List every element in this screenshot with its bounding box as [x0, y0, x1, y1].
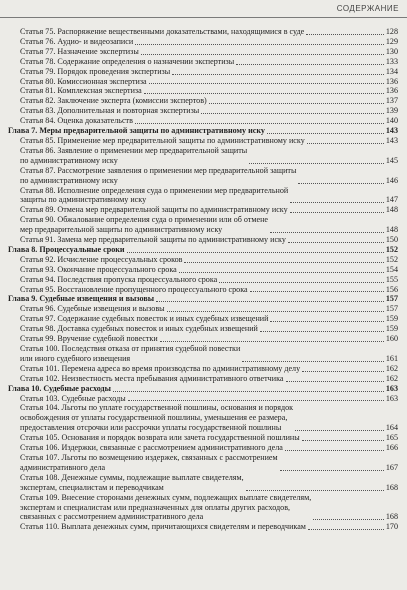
toc-article [8, 136, 398, 146]
dot-leader [249, 162, 384, 164]
toc-article [8, 364, 398, 374]
dot-leader [286, 380, 384, 382]
page-number: 159 [385, 324, 398, 334]
dot-leader [302, 370, 384, 372]
dot-leader [201, 112, 384, 114]
page-number: 150 [385, 235, 398, 245]
page-number: 143 [385, 135, 398, 145]
dot-leader [156, 300, 384, 302]
entry-title: Статья 110. Выплата денежных сумм, причитающихся свидетелям и переводчикам [20, 522, 306, 532]
entry-title: Глава 7. Меры предварительной защиты по административному иску [8, 126, 265, 136]
entry-title: Статья 107. Льготы по возмещению издержек, связанных с рассмотрением административного дела [20, 452, 278, 472]
dot-leader [313, 518, 384, 520]
toc-article [8, 166, 398, 186]
toc-article [8, 67, 398, 77]
dot-leader [290, 211, 384, 213]
entry-title: Статья 95. Восстановление пропущенного процессуального срока [20, 284, 248, 294]
dot-leader [128, 399, 384, 401]
entry-title: Статья 103. Судебные расходы [20, 393, 126, 403]
dot-leader [270, 231, 384, 233]
toc-article [8, 275, 398, 285]
page-number: 128 [385, 27, 398, 36]
toc-article [8, 403, 398, 433]
page-number: 168 [385, 512, 398, 522]
dot-leader [302, 439, 384, 441]
header-rule [0, 17, 407, 18]
entry-title: Статья 101. Перемена адреса во время производства по административному делу [20, 363, 301, 373]
toc-article [8, 433, 398, 443]
toc-article [8, 106, 398, 116]
dot-leader [135, 122, 384, 124]
toc-article [8, 265, 398, 275]
toc-article [8, 27, 398, 37]
dot-leader [307, 142, 384, 144]
page-number: 134 [385, 66, 398, 76]
page-number: 143 [385, 126, 398, 136]
page-number: 152 [385, 254, 398, 264]
toc-article [8, 57, 398, 67]
page-number: 162 [385, 373, 398, 383]
entry-title: Статья 84. Оценка доказательств [20, 116, 133, 126]
dot-leader [290, 201, 384, 203]
entry-title: Статья 93. Окончание процессуального срока [20, 264, 177, 274]
entry-title: Статья 83. Дополнительная и повторная экспертизы [20, 106, 200, 116]
toc-article [8, 77, 398, 87]
page-number: 163 [385, 383, 398, 393]
entry-title: Статья 106. Издержки, связанные с рассмотрением административного дела [20, 443, 283, 453]
toc-article [8, 116, 398, 126]
toc-article [8, 374, 398, 384]
dot-leader [172, 73, 384, 75]
page-number: 164 [385, 423, 398, 433]
page-number: 145 [385, 155, 398, 165]
toc-article [8, 394, 398, 404]
entry-title: Статья 99. Вручение судебной повестки [20, 334, 158, 344]
page-number: 133 [385, 56, 398, 66]
toc-article [8, 215, 398, 235]
page-number: 166 [385, 443, 398, 453]
dot-leader [242, 360, 384, 362]
entry-title: Статья 81. Комплексная экспертиза [20, 86, 142, 96]
dot-leader [144, 92, 384, 94]
page-number: 163 [385, 393, 398, 403]
page-number: 159 [385, 314, 398, 324]
entry-title: Статья 98. Доставка судебных повесток и иных судебных извещений [20, 324, 258, 334]
entry-title: Статья 97. Содержание судебных повесток и иных судебных извещений [20, 314, 269, 324]
dot-leader [280, 469, 384, 471]
page-number: 167 [385, 462, 398, 472]
dot-leader [246, 489, 384, 491]
dot-leader [127, 251, 384, 253]
page-number: 152 [385, 244, 398, 254]
toc-article [8, 86, 398, 96]
dot-leader [113, 390, 384, 392]
entry-title: Статья 88. Исполнение определения суда о применении мер предварительной защиты по административному иску [20, 185, 289, 205]
page-number: 161 [385, 353, 398, 363]
page-number: 147 [385, 195, 398, 205]
page-number: 157 [385, 304, 398, 314]
toc-article [8, 304, 398, 314]
page-title: СОДЕРЖАНИЕ [336, 4, 399, 13]
toc-chapter [8, 126, 398, 136]
entry-title: Статья 78. Содержание определения о назначении экспертизы [20, 56, 235, 66]
page-number: 157 [385, 294, 398, 304]
toc-article [8, 314, 398, 324]
page-number: 136 [385, 76, 398, 86]
dot-leader [160, 340, 384, 342]
entry-title: Статья 92. Исчисление процессуальных сроков [20, 254, 183, 264]
entry-title: Статья 89. Отмена мер предварительной защиты по административному иску [20, 205, 288, 215]
page-number: 155 [385, 274, 398, 284]
toc-article [8, 146, 398, 166]
dot-leader [306, 33, 384, 35]
page-number: 137 [385, 96, 398, 106]
entry-title: Статья 85. Применение мер предварительной защиты по административному иску [20, 135, 305, 145]
page-number: 146 [385, 175, 398, 185]
entry-title: Глава 8. Процессуальные сроки [8, 244, 125, 254]
dot-leader [236, 63, 384, 65]
page-number: 156 [385, 284, 398, 294]
dot-leader [295, 429, 384, 431]
dot-leader [250, 290, 384, 292]
dot-leader [141, 53, 384, 55]
page-number: 139 [385, 106, 398, 116]
entry-title: Статья 102. Неизвестность места пребывания административного ответчика [20, 373, 284, 383]
page-number: 136 [385, 86, 398, 96]
toc-article [8, 522, 398, 532]
entry-title: Статья 105. Основания и порядок возврата или зачета государственной пошлины [20, 433, 300, 443]
entry-title: Статья 108. Денежные суммы, подлежащие выплате свидетелям, экспертам, специалистам и переводчикам [20, 472, 244, 492]
dot-leader [209, 102, 384, 104]
entry-title: Глава 9. Судебные извещения и вызовы [8, 294, 155, 304]
page-number: 160 [385, 334, 398, 344]
toc-chapter [8, 384, 398, 394]
entry-title: Статья 79. Порядок проведения экспертизы [20, 66, 171, 76]
page-number: 140 [385, 116, 398, 126]
toc-article [8, 37, 398, 47]
page-number: 165 [385, 433, 398, 443]
dot-leader [184, 261, 383, 263]
page-number: 130 [385, 46, 398, 56]
dot-leader [135, 43, 384, 45]
page-number: 148 [385, 205, 398, 215]
page-number: 129 [385, 36, 398, 46]
dot-leader [298, 182, 383, 184]
dot-leader [285, 449, 384, 451]
page-number: 162 [385, 363, 398, 373]
entry-title: Статья 77. Назначение экспертизы [20, 46, 139, 56]
toc-article [8, 255, 398, 265]
entry-title: Глава 10. Судебные расходы [8, 383, 111, 393]
toc-article [8, 186, 398, 206]
dot-leader [270, 320, 383, 322]
page-number: 154 [385, 264, 398, 274]
toc-article [8, 344, 398, 364]
toc-article [8, 453, 398, 473]
entry-title: Статья 90. Обжалование определения суда о применении или об отмене мер предварительной защиты по административному иску [20, 215, 268, 235]
toc-article [8, 205, 398, 215]
dot-leader [260, 330, 384, 332]
entry-title: Статья 87. Рассмотрение заявления о применении мер предварительной защиты по административному иску [20, 165, 297, 185]
toc-article [8, 443, 398, 453]
toc-article [8, 473, 398, 493]
toc-article [8, 324, 398, 334]
toc-article [8, 285, 398, 295]
entry-title: Статья 100. Последствия отказа от принятия судебной повестки или иного судебного извещения [20, 344, 241, 363]
entry-title: Статья 86. Заявление о применении мер предварительной защиты по административному иску [20, 145, 248, 165]
toc-article [8, 334, 398, 344]
entry-title: Статья 75. Распоряжение вещественными доказательствами, находящимися в суде [20, 27, 305, 36]
dot-leader [288, 241, 384, 243]
table-of-contents [8, 27, 398, 532]
toc-article [8, 96, 398, 106]
dot-leader [149, 82, 384, 84]
toc-article [8, 493, 398, 523]
entry-title: Статья 80. Комиссионная экспертиза [20, 76, 147, 86]
dot-leader [179, 271, 384, 273]
toc-chapter [8, 245, 398, 255]
dot-leader [167, 310, 384, 312]
toc-chapter [8, 294, 398, 304]
entry-title: Статья 94. Последствия пропуска процессуального срока [20, 274, 218, 284]
entry-title: Статья 104. Льготы по уплате государственной пошлины, основания и порядок освобождения от уплаты государственной пошлины, уменьшения ее размера, предоставления отсрочки или рассрочки уплаты государственной пошлины [20, 403, 294, 433]
page-number: 168 [385, 482, 398, 492]
page-header [0, 0, 407, 20]
entry-title: Статья 76. Аудио- и видеозаписи [20, 36, 134, 46]
page-number: 170 [385, 522, 398, 532]
entry-title: Статья 96. Судебные извещения и вызовы [20, 304, 165, 314]
entry-title: Статья 109. Внесение сторонами денежных сумм, подлежащих выплате свидетелям, экспертам и специалистам или предназначенных для оплаты других расходов, связанных с рассмотрением административного дела [20, 492, 312, 522]
entry-title: Статья 82. Заключение эксперта (комиссии экспертов) [20, 96, 207, 106]
entry-title: Статья 91. Замена мер предварительной защиты по административному иску [20, 235, 286, 245]
page-number: 148 [385, 225, 398, 235]
dot-leader [308, 528, 384, 530]
dot-leader [267, 132, 384, 134]
dot-leader [219, 281, 384, 283]
toc-article [8, 47, 398, 57]
toc-article [8, 235, 398, 245]
